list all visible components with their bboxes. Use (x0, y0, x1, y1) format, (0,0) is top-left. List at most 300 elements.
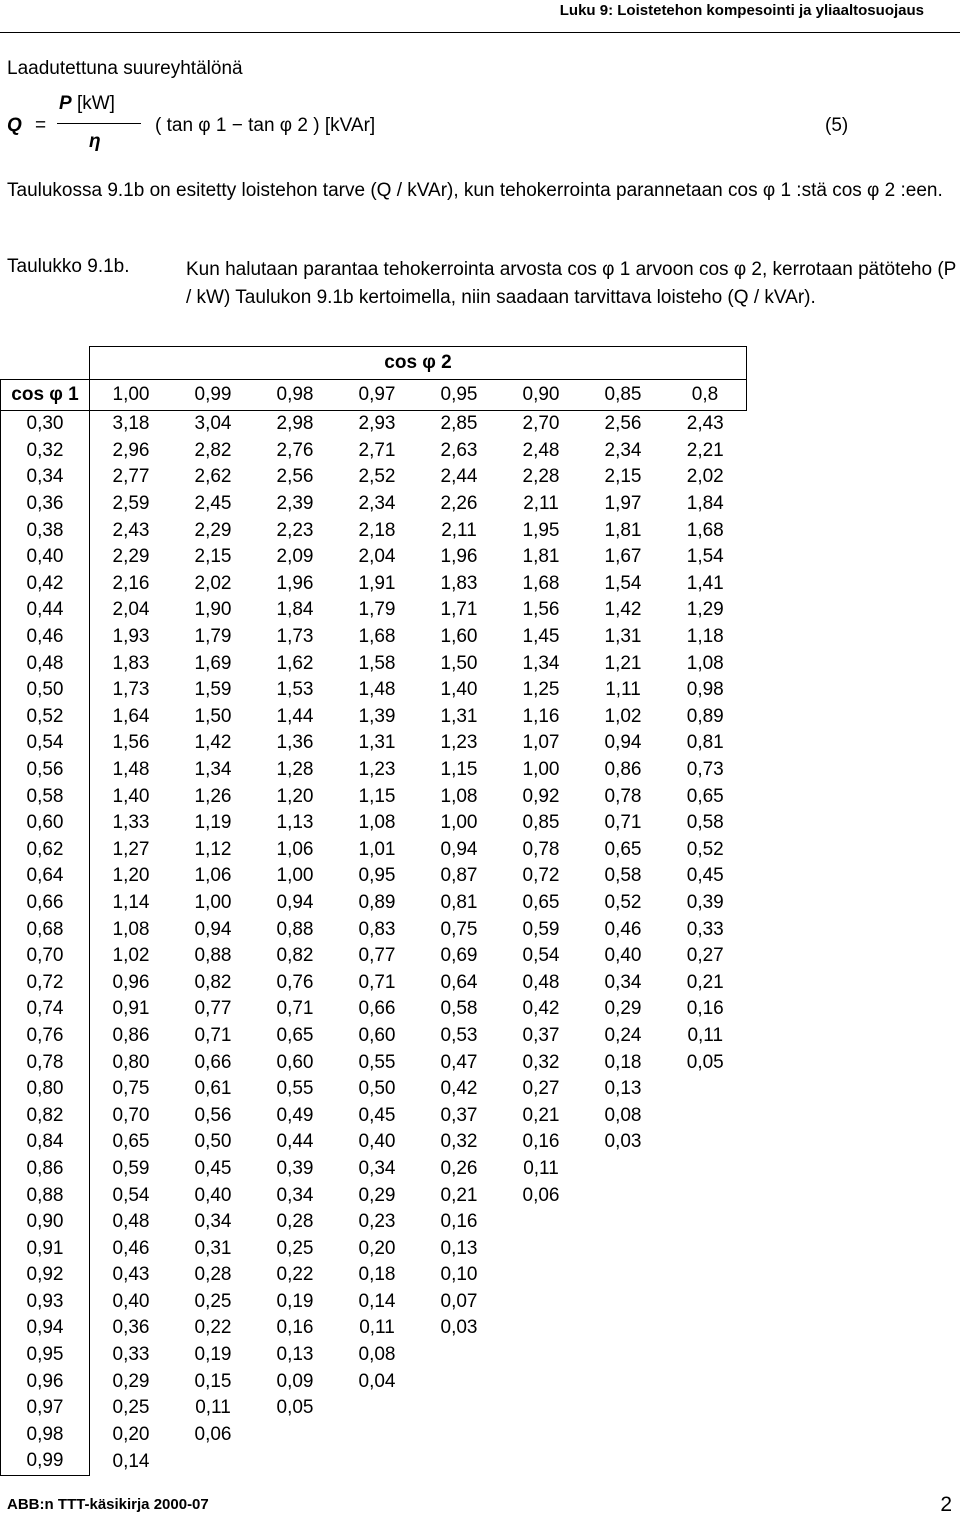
table-cell (664, 1235, 747, 1262)
table-cell: 0,28 (276, 1211, 314, 1233)
table-cell: 0,29 (112, 1370, 150, 1392)
table-cell: 0,65 (522, 891, 560, 913)
table-cell: 1,39 (358, 705, 396, 727)
table-cell: 0,59 (522, 918, 560, 940)
table-cell: 1,56 (522, 599, 560, 621)
table-row (1, 544, 747, 571)
row-header: 0,34 (1, 464, 90, 491)
table-row (1, 1156, 747, 1183)
table-cell: 1,08 (358, 812, 396, 834)
table-row (1, 677, 747, 704)
table-cell (336, 1395, 418, 1422)
table-cell: 0,16 (276, 1317, 314, 1339)
table-cell: 1,97 (604, 493, 642, 515)
table-caption-label: Taulukko 9.1b. (7, 256, 130, 277)
table-cell: 1,19 (194, 812, 232, 834)
table-cell: 1,96 (276, 572, 314, 594)
table-cell: 1,31 (358, 732, 396, 754)
table-cell: 0,20 (112, 1423, 150, 1445)
table-cell: 0,71 (276, 998, 314, 1020)
row-header: 0,32 (1, 438, 90, 465)
table-row (1, 1315, 747, 1342)
table-cell: 0,16 (686, 998, 724, 1020)
table-cell (664, 1209, 747, 1236)
table-cell (500, 1315, 582, 1342)
table-cell: 1,48 (112, 759, 150, 781)
table-row (1, 783, 747, 810)
table-cell: 0,39 (686, 891, 724, 913)
row-header: 0,90 (1, 1209, 90, 1236)
table-cell (582, 1289, 664, 1316)
table-cell: 1,54 (604, 572, 642, 594)
table-cell: 2,21 (686, 439, 724, 461)
table-cell: 0,53 (440, 1024, 478, 1046)
table-cell: 1,50 (194, 705, 232, 727)
table-cell: 1,23 (358, 759, 396, 781)
table-cell: 0,59 (112, 1157, 150, 1179)
table-cell (664, 1315, 747, 1342)
formula-numerator (59, 93, 115, 115)
table-cell: 0,06 (522, 1184, 560, 1206)
table-cell: 0,48 (522, 971, 560, 993)
table-row (1, 863, 747, 890)
table-cell (172, 1448, 254, 1475)
table-cell: 0,13 (276, 1344, 314, 1366)
formula-lhs: Q (7, 115, 22, 136)
table-cell: 1,20 (276, 785, 314, 807)
row-header: 0,80 (1, 1076, 90, 1103)
table-cell: 1,15 (358, 785, 396, 807)
table-cell: 0,11 (359, 1317, 395, 1339)
table-cell: 1,02 (604, 705, 642, 727)
cos-phi1-header: cos φ 1 (1, 380, 90, 411)
row-header: 0,60 (1, 810, 90, 837)
row-header: 0,54 (1, 730, 90, 757)
table-cell: 2,15 (604, 466, 642, 488)
table-cell: 1,64 (112, 705, 150, 727)
table-cell: 0,09 (276, 1370, 314, 1392)
table-cell (664, 1368, 747, 1395)
table-cell: 1,71 (440, 599, 478, 621)
table-cell: 0,20 (358, 1237, 396, 1259)
row-header: 0,52 (1, 704, 90, 731)
table-cell: 0,13 (440, 1237, 478, 1259)
table-cell: 1,16 (522, 705, 560, 727)
table-cell (500, 1235, 582, 1262)
table-cell: 0,45 (194, 1157, 232, 1179)
table-cell: 0,32 (522, 1051, 560, 1073)
table-cell: 1,31 (604, 626, 642, 648)
table-cell: 1,21 (604, 652, 642, 674)
table-cell: 0,76 (276, 971, 314, 993)
table-row (1, 837, 747, 864)
table-cell: 0,37 (522, 1024, 560, 1046)
table-row (1, 1368, 747, 1395)
table-cell (582, 1342, 664, 1369)
table-row (1, 1422, 747, 1449)
table-row (1, 1049, 747, 1076)
table-cell (500, 1262, 582, 1289)
equation-number: (5) (825, 115, 849, 136)
table-cell: 0,66 (358, 998, 396, 1020)
table-cell: 0,47 (440, 1051, 478, 1073)
table-cell: 1,08 (686, 652, 724, 674)
table-cell: 0,52 (686, 838, 724, 860)
table-cell: 0,73 (686, 759, 724, 781)
table-cell: 0,34 (194, 1211, 232, 1233)
table-row (1, 571, 747, 598)
table-row (1, 1395, 747, 1422)
table-cell: 2,34 (358, 493, 396, 515)
table-cell: 0,46 (112, 1237, 150, 1259)
table-cell: 0,05 (276, 1397, 314, 1419)
table-cell: 0,19 (194, 1344, 232, 1366)
table-cell: 0,88 (194, 945, 232, 967)
table-row (1, 491, 747, 518)
table-cell: 0,13 (604, 1078, 642, 1100)
table-cell (664, 1262, 747, 1289)
table-cell: 1,26 (194, 785, 232, 807)
table-cell: 2,15 (194, 546, 232, 568)
table-cell: 1,20 (112, 865, 150, 887)
row-header: 0,30 (1, 411, 90, 438)
row-header: 0,68 (1, 916, 90, 943)
table-cell: 1,59 (194, 679, 232, 701)
table-cell: 0,23 (358, 1211, 396, 1233)
table-cell: 0,36 (112, 1317, 150, 1339)
table-cell (582, 1209, 664, 1236)
row-header: 0,91 (1, 1235, 90, 1262)
table-cell: 0,24 (604, 1024, 642, 1046)
table-row (1, 704, 747, 731)
row-header: 0,95 (1, 1342, 90, 1369)
table-cell: 1,54 (686, 546, 724, 568)
table-row (1, 1209, 747, 1236)
table-cell: 0,33 (686, 918, 724, 940)
row-header: 0,66 (1, 890, 90, 917)
table-row (1, 1076, 747, 1103)
column-header: 0,90 (500, 380, 582, 411)
table-row (1, 1342, 747, 1369)
table-cell: 1,83 (112, 652, 150, 674)
table-cell: 1,33 (112, 812, 150, 834)
formula (7, 93, 907, 155)
table-cell: 1,15 (440, 759, 478, 781)
table-row (1, 1448, 747, 1475)
table-cell: 2,63 (440, 439, 478, 461)
table-cell: 1,12 (194, 838, 232, 860)
table-row (1, 624, 747, 651)
table-row (1, 730, 747, 757)
table-cell: 0,49 (276, 1104, 314, 1126)
row-header: 0,98 (1, 1422, 90, 1449)
table-cell: 1,07 (522, 732, 560, 754)
table-cell: 0,75 (440, 918, 478, 940)
column-header: 0,99 (172, 380, 254, 411)
table-cell: 0,92 (522, 785, 560, 807)
table-cell: 1,25 (522, 679, 560, 701)
row-header: 0,88 (1, 1182, 90, 1209)
table-cell (336, 1448, 418, 1475)
table-cell (418, 1368, 500, 1395)
table-cell: 2,76 (276, 439, 314, 461)
row-header: 0,48 (1, 650, 90, 677)
table-cell: 0,64 (440, 971, 478, 993)
column-header: 0,98 (254, 380, 336, 411)
table-cell: 0,70 (112, 1104, 150, 1126)
table-cell (582, 1315, 664, 1342)
row-header: 0,56 (1, 757, 90, 784)
table-cell: 2,48 (522, 439, 560, 461)
table-cell: 1,34 (522, 652, 560, 674)
footer-source: ABB:n TTT-käsikirja 2000-07 (7, 1496, 209, 1513)
table-cell: 0,54 (522, 945, 560, 967)
row-header: 0,72 (1, 969, 90, 996)
table-cell: 2,29 (112, 546, 150, 568)
table-row (1, 517, 747, 544)
table-cell: 2,52 (358, 466, 396, 488)
table-cell: 0,89 (358, 891, 396, 913)
table-row (1, 1023, 747, 1050)
formula-rhs: ( tan φ 1 − tan φ 2 ) [kVAr] (155, 115, 376, 136)
row-header: 0,82 (1, 1102, 90, 1129)
row-header: 0,76 (1, 1023, 90, 1050)
table-cell (582, 1235, 664, 1262)
table-row (1, 650, 747, 677)
table-cell: 0,42 (440, 1078, 478, 1100)
table-cell: 3,18 (112, 413, 150, 435)
table-cell: 2,18 (358, 519, 396, 541)
table-cell (664, 1422, 747, 1449)
table-cell: 1,34 (194, 759, 232, 781)
table-cell (500, 1289, 582, 1316)
intro-text: Laadutettuna suureyhtälönä (7, 58, 243, 79)
table-cell: 1,28 (276, 759, 314, 781)
table-cell: 3,04 (194, 413, 232, 435)
table-cell: 0,29 (604, 998, 642, 1020)
table-cell: 0,77 (358, 945, 396, 967)
table-cell: 0,61 (194, 1078, 232, 1100)
table-cell: 1,95 (522, 519, 560, 541)
table-cell: 1,23 (440, 732, 478, 754)
table-cell: 1,79 (194, 626, 232, 648)
table-cell: 1,90 (194, 599, 232, 621)
table-row (1, 969, 747, 996)
table-cell: 0,48 (112, 1211, 150, 1233)
table-cell: 0,91 (112, 998, 150, 1020)
row-header: 0,86 (1, 1156, 90, 1183)
table-cell: 1,00 (276, 865, 314, 887)
table-cell: 0,44 (276, 1131, 314, 1153)
table-cell: 0,65 (686, 785, 724, 807)
row-header: 0,62 (1, 837, 90, 864)
table-cell: 0,60 (276, 1051, 314, 1073)
table-cell: 0,71 (194, 1024, 232, 1046)
table-cell: 0,86 (604, 759, 642, 781)
column-header: 0,8 (664, 380, 747, 411)
table-cell (418, 1422, 500, 1449)
table-cell: 0,86 (112, 1024, 150, 1046)
table-cell: 0,07 (440, 1290, 478, 1312)
table-row (1, 1235, 747, 1262)
table-cell: 0,11 (523, 1157, 559, 1179)
table-cell: 0,96 (112, 971, 150, 993)
table-cell (664, 1076, 747, 1103)
table-cell: 0,21 (440, 1184, 478, 1206)
table-cell: 2,62 (194, 466, 232, 488)
table-cell: 0,55 (358, 1051, 396, 1073)
table-cell: 2,11 (441, 519, 477, 541)
table-row (1, 1289, 747, 1316)
formula-numerator-unit: [kW] (76, 93, 115, 114)
table-cell: 0,18 (358, 1264, 396, 1286)
page-number: 2 (940, 1493, 952, 1516)
table-cell: 1,68 (522, 572, 560, 594)
table-cell (664, 1182, 747, 1209)
table-cell: 2,82 (194, 439, 232, 461)
column-header: 1,00 (90, 380, 173, 411)
table-cell (418, 1395, 500, 1422)
table-cell: 0,65 (276, 1024, 314, 1046)
table-cell: 0,26 (440, 1157, 478, 1179)
table-cell: 2,11 (523, 493, 559, 515)
table-cell: 0,85 (522, 812, 560, 834)
table-cell: 0,39 (276, 1157, 314, 1179)
table-cell: 1,81 (604, 519, 642, 541)
table-cell: 0,15 (194, 1370, 232, 1392)
row-header: 0,36 (1, 491, 90, 518)
table-row (1, 597, 747, 624)
table-cell: 0,50 (358, 1078, 396, 1100)
table-cell: 2,43 (112, 519, 150, 541)
table-cell: 2,45 (194, 493, 232, 515)
table-cell: 0,11 (687, 1024, 724, 1046)
table-cell (582, 1262, 664, 1289)
table-cell: 1,36 (276, 732, 314, 754)
table-cell: 1,84 (276, 599, 314, 621)
table-cell: 0,82 (276, 945, 314, 967)
row-header: 0,74 (1, 996, 90, 1023)
table-cell: 0,94 (194, 918, 232, 940)
table-cell: 1,96 (440, 546, 478, 568)
table-cell: 1,84 (686, 493, 724, 515)
table-row (1, 464, 747, 491)
table-cell: 0,27 (522, 1078, 560, 1100)
table-cell: 0,71 (358, 971, 396, 993)
table-caption-text: Kun halutaan parantaa tehokerrointa arvosta cos φ 1 arvoon cos φ 2, kerrotaan pätöteho (P / kW) Taulukon 9.1b kertoimella, niin saadaan tarvittava loisteho (Q / kVAr). (186, 259, 956, 308)
table-cell: 1,56 (112, 732, 150, 754)
table-cell: 0,42 (522, 998, 560, 1020)
table-cell: 0,08 (358, 1344, 396, 1366)
row-header: 0,70 (1, 943, 90, 970)
table-cell: 1,67 (604, 546, 642, 568)
row-header: 0,97 (1, 1395, 90, 1422)
table-cell (664, 1448, 747, 1475)
table-cell: 0,37 (440, 1104, 478, 1126)
chapter-title: Luku 9: Loistetehon kompesointi ja yliaaltosuojaus (559, 2, 924, 19)
table-cell: 0,29 (358, 1184, 396, 1206)
table-cell: 0,03 (440, 1317, 478, 1339)
table-cell: 2,26 (440, 493, 478, 515)
table-cell: 0,32 (440, 1131, 478, 1153)
row-header: 0,94 (1, 1315, 90, 1342)
table-cell: 0,25 (194, 1290, 232, 1312)
row-header: 0,42 (1, 571, 90, 598)
table-cell: 0,81 (686, 732, 724, 754)
table-cell: 1,45 (522, 626, 560, 648)
table-cell: 0,83 (358, 918, 396, 940)
table-cell: 0,40 (194, 1184, 232, 1206)
table-cell: 0,65 (604, 838, 642, 860)
table-cell: 1,73 (276, 626, 314, 648)
table-cell: 0,80 (112, 1051, 150, 1073)
table-cell: 0,94 (604, 732, 642, 754)
table-cell (336, 1422, 418, 1449)
table-cell: 1,42 (194, 732, 232, 754)
table-cell: 0,69 (440, 945, 478, 967)
table-cell: 2,04 (112, 599, 150, 621)
table-cell: 1,14 (112, 891, 150, 913)
table-cell: 1,79 (358, 599, 396, 621)
table-cell: 0,21 (522, 1104, 560, 1126)
table-row (1, 411, 747, 438)
table-cell: 0,77 (194, 998, 232, 1020)
table-row (1, 438, 747, 465)
table-cell: 2,29 (194, 519, 232, 541)
row-header: 0,40 (1, 544, 90, 571)
table-cell (582, 1448, 664, 1475)
table-cell (664, 1102, 747, 1129)
table-cell: 0,16 (522, 1131, 560, 1153)
table-cell: 1,00 (194, 891, 232, 913)
table-cell (582, 1182, 664, 1209)
table-cell: 1,48 (358, 679, 396, 701)
table-cell: 0,75 (112, 1078, 150, 1100)
table-cell: 0,78 (522, 838, 560, 860)
table-cell: 0,16 (440, 1211, 478, 1233)
table-cell: 0,18 (604, 1051, 642, 1073)
table-cell (582, 1368, 664, 1395)
table-cell: 0,05 (686, 1051, 724, 1073)
table-cell (500, 1448, 582, 1475)
table-cell: 2,56 (276, 466, 314, 488)
table-cell: 1,53 (276, 679, 314, 701)
table-cell: 2,23 (276, 519, 314, 541)
table-cell: 1,13 (276, 812, 314, 834)
table-cell: 2,28 (522, 466, 560, 488)
table-cell: 0,06 (194, 1423, 232, 1445)
table-cell: 0,40 (358, 1131, 396, 1153)
table-cell: 0,56 (194, 1104, 232, 1126)
cos-phi2-header: cos φ 2 (90, 347, 747, 380)
table-cell: 1,81 (522, 546, 560, 568)
description-paragraph: Taulukossa 9.1b on esitetty loistehon tarve (Q / kVAr), kun tehokerrointa parannetaan cos φ 1 :stä cos φ 2 :een. (7, 180, 943, 201)
table-row (1, 1182, 747, 1209)
table-cell (582, 1422, 664, 1449)
table-cell: 0,34 (604, 971, 642, 993)
table-cell: 1,18 (686, 626, 724, 648)
column-header: 0,85 (582, 380, 664, 411)
table-cell: 2,02 (194, 572, 232, 594)
table-cell: 0,94 (440, 838, 478, 860)
table-cell: 2,93 (358, 413, 396, 435)
table-cell: 1,29 (686, 599, 724, 621)
table-cell: 1,00 (440, 812, 478, 834)
table-cell: 0,98 (686, 679, 724, 701)
table-cell: 2,56 (604, 413, 642, 435)
table-cell: 2,77 (112, 466, 150, 488)
fraction-bar (57, 123, 141, 124)
